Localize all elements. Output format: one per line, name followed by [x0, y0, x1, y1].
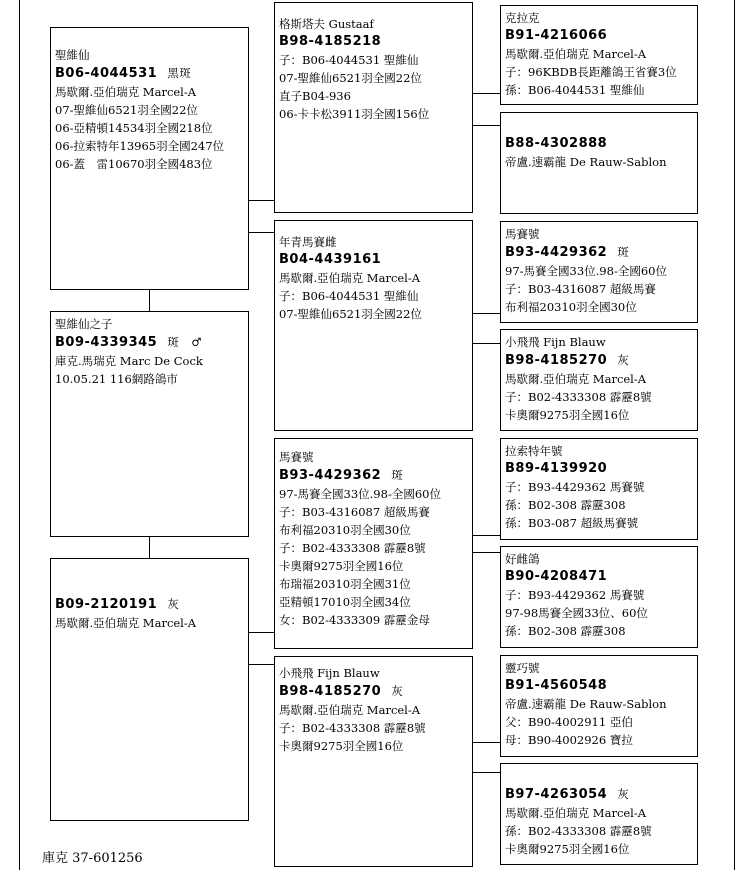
dam-line: 馬歇爾.亞伯瑞克 Marcel-A	[55, 616, 197, 630]
connector-sire-ss	[248, 200, 274, 201]
dds-line: 母：B90-4002926 寶拉	[505, 733, 633, 747]
subject-color-tag: 斑 ♂	[167, 335, 203, 349]
sire-dam-card	[274, 220, 473, 431]
dam-card	[50, 558, 249, 821]
dds-card	[500, 655, 698, 757]
dsd-ring: B90-4208471	[505, 569, 608, 584]
sds-card	[500, 221, 698, 323]
ddd-card	[500, 763, 698, 865]
sd-line: 馬歇爾.亞伯瑞克 Marcel-A	[279, 271, 421, 285]
dds-line: 帝盧.速霸龍 De Rauw-Sablon	[505, 697, 667, 711]
sss-card	[500, 5, 698, 105]
ddd-line: 孫：B02-4333308 霹靂8號	[505, 824, 652, 838]
ds-line: 子：B03-4316087 超級馬賽	[279, 505, 430, 519]
dd-color-tag: 灰	[391, 684, 404, 698]
dsd-line: 97-98馬賽全國33位、60位	[505, 606, 648, 620]
ds-line: 亞精頓17010羽全國34位	[279, 595, 411, 609]
dam-sire-card	[274, 438, 473, 649]
sire-card	[50, 27, 249, 290]
dsd-title: 好雌鴿	[505, 552, 540, 566]
dss-title: 拉索特年號	[505, 444, 563, 458]
dds-title: 靈巧號	[505, 661, 540, 675]
connector-dd-dds	[472, 742, 500, 743]
ds-line: 布瑞福20310羽全國31位	[279, 577, 411, 591]
ssd-line: 帝盧.速霸龍 De Rauw-Sablon	[505, 155, 667, 169]
dam-dam-card	[274, 656, 473, 867]
sire-sire-card	[274, 2, 473, 213]
dsd-card	[500, 546, 698, 648]
dd-line: 馬歇爾.亞伯瑞克 Marcel-A	[279, 703, 421, 717]
dam-ring	[55, 595, 244, 614]
sdd-color-tag: 灰	[617, 353, 630, 367]
ds-color-tag: 斑	[391, 468, 404, 482]
connector-sd-sdd	[472, 343, 500, 344]
subject-ring-number: B09-4339345	[55, 335, 158, 350]
connector-ss-sss	[472, 93, 500, 94]
sire-title: 聖維仙	[55, 48, 90, 62]
sds-line: 97-馬賽全國33位.98-全國60位	[505, 264, 667, 278]
subject-ring	[55, 333, 244, 352]
ddd-color-tag: 灰	[617, 787, 630, 801]
ss-line: 06-卡卡松3911羽全國156位	[279, 107, 430, 121]
sire-ring-number: B06-4044531	[55, 66, 158, 81]
connector-subject-dam	[149, 536, 150, 559]
ddd-ring-number: B97-4263054	[505, 787, 608, 802]
ss-line: 子：B06-4044531 聖維仙	[279, 53, 419, 67]
sds-ring-number: B93-4429362	[505, 245, 608, 260]
ds-line: 布利福20310羽全國30位	[279, 523, 411, 537]
sire-line: 06-蓋 雷10670羽全國483位	[55, 157, 213, 171]
ss-ring: B98-4185218	[279, 34, 382, 49]
ds-line: 卡奧爾9275羽全國16位	[279, 559, 404, 573]
dss-line: 孫：B03-087 超級馬賽號	[505, 516, 639, 530]
connector-dam-dd	[248, 664, 274, 665]
ds-line: 97-馬賽全國33位.98-全國60位	[279, 487, 441, 501]
connector-ds-dsd	[472, 552, 500, 553]
sire-line: 06-亞精頓14534羽全國218位	[55, 121, 213, 135]
sd-line: 子：B06-4044531 聖維仙	[279, 289, 419, 303]
subject-title: 聖維仙之子	[55, 317, 113, 331]
dss-line: 孫：B02-308 霹靂308	[505, 498, 626, 512]
ddd-line: 馬歇爾.亞伯瑞克 Marcel-A	[505, 806, 647, 820]
breeder-footer: 庫克 37-601256	[42, 851, 143, 866]
sss-line: 子：96KBDB長距離鴿王省賽3位	[505, 65, 677, 79]
dss-card	[500, 438, 698, 540]
dds-line: 父：B90-4002911 亞伯	[505, 715, 633, 729]
dss-line: 子：B93-4429362 馬賽號	[505, 480, 645, 494]
sdd-line: 子：B02-4333308 霹靂8號	[505, 390, 652, 404]
subject-line: 庫克.馬瑞克 Marc De Cock	[55, 354, 203, 368]
ds-line: 子：B02-4333308 霹靂8號	[279, 541, 426, 555]
subject-card	[50, 311, 249, 537]
dam-ring-number: B09-2120191	[55, 597, 158, 612]
ddd-ring	[505, 785, 693, 804]
sdd-ring-number: B98-4185270	[505, 353, 608, 368]
sdd-ring	[505, 351, 693, 370]
ds-ring-number: B93-4429362	[279, 468, 382, 483]
sss-ring: B91-4216066	[505, 28, 608, 43]
ss-line: 07-聖維仙6521羽全國22位	[279, 71, 422, 85]
dss-ring: B89-4139920	[505, 461, 608, 476]
sds-ring	[505, 243, 693, 262]
sss-title: 克拉克	[505, 11, 540, 25]
ds-title: 馬賽號	[279, 450, 314, 464]
sire-color-tag: 黑斑	[167, 66, 192, 80]
connector-sd-sds	[472, 313, 500, 314]
ss-line: 直子B04-936	[279, 89, 351, 103]
sd-title: 年青馬賽雌	[279, 235, 337, 249]
connector-dam-ds	[248, 632, 274, 633]
sire-ring	[55, 64, 244, 83]
sds-color-tag: 斑	[617, 245, 630, 259]
ddd-line: 卡奧爾9275羽全國16位	[505, 842, 630, 856]
dd-title: 小飛飛 Fijn Blauw	[279, 666, 380, 680]
ds-line: 女：B02-4333309 霹靂金母	[279, 613, 430, 627]
ss-title: 格斯塔夫 Gustaaf	[279, 17, 374, 31]
ssd-ring: B88-4302888	[505, 136, 608, 151]
subject-line: 10.05.21 116網路鴿市	[55, 372, 178, 386]
ds-ring	[279, 466, 468, 485]
sire-line: 馬歇爾.亞伯瑞克 Marcel-A	[55, 85, 197, 99]
connector-sire-subject	[149, 289, 150, 312]
sdd-line: 馬歇爾.亞伯瑞克 Marcel-A	[505, 372, 647, 386]
connector-ss-ssd	[472, 125, 500, 126]
ssd-card	[500, 112, 698, 214]
dd-ring-number: B98-4185270	[279, 684, 382, 699]
sds-line: 布利福20310羽全國30位	[505, 300, 637, 314]
dd-line: 子：B02-4333308 霹靂8號	[279, 721, 426, 735]
dds-ring: B91-4560548	[505, 678, 608, 693]
dsd-line: 子：B93-4429362 馬賽號	[505, 588, 645, 602]
sdd-title: 小飛飛 Fijn Blauw	[505, 335, 606, 349]
connector-dd-ddd	[472, 772, 500, 773]
page-border-right	[734, 0, 735, 870]
sdd-line: 卡奧爾9275羽全國16位	[505, 408, 630, 422]
sd-line: 07-聖維仙6521羽全國22位	[279, 307, 422, 321]
sire-line: 07-聖維仙6521羽全國22位	[55, 103, 198, 117]
dam-color-tag: 灰	[167, 597, 180, 611]
dd-ring	[279, 682, 468, 701]
sss-line: 孫：B06-4044531 聖維仙	[505, 83, 645, 97]
connector-ds-dss	[472, 535, 500, 536]
dd-line: 卡奧爾9275羽全國16位	[279, 739, 404, 753]
sss-line: 馬歇爾.亞伯瑞克 Marcel-A	[505, 47, 647, 61]
page-border-left	[19, 0, 20, 870]
sdd-card	[500, 329, 698, 431]
dsd-line: 孫：B02-308 霹靂308	[505, 624, 626, 638]
sds-title: 馬賽號	[505, 227, 540, 241]
sire-line: 06-拉索特年13965羽全國247位	[55, 139, 225, 153]
sd-ring: B04-4439161	[279, 252, 382, 267]
sds-line: 子：B03-4316087 超級馬賽	[505, 282, 656, 296]
connector-sire-sd	[248, 232, 274, 233]
